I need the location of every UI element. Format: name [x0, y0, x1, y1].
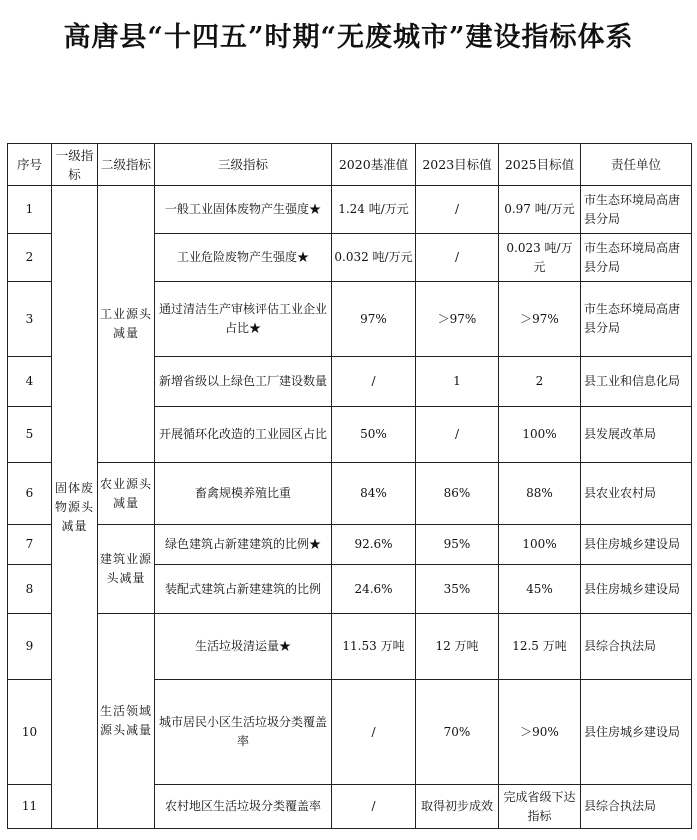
header-responsible: 责任单位: [581, 144, 692, 186]
value-2025: ＞90%: [499, 680, 581, 785]
level2-industrial: 工业源头减量: [98, 186, 155, 463]
value-2025: 45%: [499, 565, 581, 614]
responsible-unit: 县住房城乡建设局: [581, 525, 692, 565]
row-number: 2: [8, 234, 52, 282]
value-2023: /: [416, 407, 499, 463]
value-2020: 97%: [332, 282, 416, 357]
header-row: [8, 144, 692, 186]
level3-indicator: 城市居民小区生活垃圾分类覆盖率: [155, 680, 332, 785]
row-number: 10: [8, 680, 52, 785]
table-row: [8, 614, 692, 680]
level3-indicator: 一般工业固体废物产生强度★: [155, 186, 332, 234]
value-2023: 95%: [416, 525, 499, 565]
row-number: 8: [8, 565, 52, 614]
value-2025: 2: [499, 357, 581, 407]
responsible-unit: 县综合执法局: [581, 614, 692, 680]
value-2023: 35%: [416, 565, 499, 614]
value-2023: /: [416, 234, 499, 282]
row-number: 5: [8, 407, 52, 463]
header-seq: 序号: [8, 144, 52, 186]
responsible-unit: 县综合执法局: [581, 785, 692, 829]
level3-indicator: 畜禽规模养殖比重: [155, 463, 332, 525]
value-2020: 92.6%: [332, 525, 416, 565]
value-2023: /: [416, 186, 499, 234]
value-2025: 100%: [499, 407, 581, 463]
level3-indicator: 生活垃圾清运量★: [155, 614, 332, 680]
header-2025: 2025目标值: [499, 144, 581, 186]
level2-living: 生活领域源头减量: [98, 614, 155, 829]
value-2023: 取得初步成效: [416, 785, 499, 829]
value-2023: 1: [416, 357, 499, 407]
row-number: 7: [8, 525, 52, 565]
value-2025: 100%: [499, 525, 581, 565]
responsible-unit: 市生态环境局高唐县分局: [581, 234, 692, 282]
header-level3: 三级指标: [155, 144, 332, 186]
value-2025: 0.023 吨/万元: [499, 234, 581, 282]
level3-indicator: 通过清洁生产审核评估工业企业占比★: [155, 282, 332, 357]
value-2020: 11.53 万吨: [332, 614, 416, 680]
value-2020: 1.24 吨/万元: [332, 186, 416, 234]
value-2020: /: [332, 357, 416, 407]
header-level1: 一级指标: [52, 144, 98, 186]
value-2020: 84%: [332, 463, 416, 525]
value-2025: 12.5 万吨: [499, 614, 581, 680]
level3-indicator: 装配式建筑占新建建筑的比例: [155, 565, 332, 614]
value-2020: /: [332, 680, 416, 785]
row-number: 6: [8, 463, 52, 525]
level2-agriculture: 农业源头减量: [98, 463, 155, 525]
row-number: 4: [8, 357, 52, 407]
level3-indicator: 新增省级以上绿色工厂建设数量: [155, 357, 332, 407]
value-2020: 24.6%: [332, 565, 416, 614]
responsible-unit: 县住房城乡建设局: [581, 680, 692, 785]
level3-indicator: 农村地区生活垃圾分类覆盖率: [155, 785, 332, 829]
header-2023: 2023目标值: [416, 144, 499, 186]
row-number: 9: [8, 614, 52, 680]
value-2023: 86%: [416, 463, 499, 525]
value-2020: 0.032 吨/万元: [332, 234, 416, 282]
row-number: 11: [8, 785, 52, 829]
value-2023: 12 万吨: [416, 614, 499, 680]
header-level2: 二级指标: [98, 144, 155, 186]
value-2020: /: [332, 785, 416, 829]
value-2025: 0.97 吨/万元: [499, 186, 581, 234]
indicator-table: [7, 143, 692, 829]
level1-indicator: 固体废物源头减量: [52, 186, 98, 829]
page-title: 高唐县“十四五”时期“无废城市”建设指标体系: [63, 22, 634, 53]
row-number: 3: [8, 282, 52, 357]
table-row: [8, 463, 692, 525]
level3-indicator: 开展循环化改造的工业园区占比: [155, 407, 332, 463]
responsible-unit: 市生态环境局高唐县分局: [581, 186, 692, 234]
value-2023: 70%: [416, 680, 499, 785]
value-2020: 50%: [332, 407, 416, 463]
value-2023: ＞97%: [416, 282, 499, 357]
table-row: [8, 525, 692, 565]
value-2025: ＞97%: [499, 282, 581, 357]
table-row: [8, 186, 692, 234]
responsible-unit: 县发展改革局: [581, 407, 692, 463]
level3-indicator: 工业危险废物产生强度★: [155, 234, 332, 282]
responsible-unit: 市生态环境局高唐县分局: [581, 282, 692, 357]
value-2025: 88%: [499, 463, 581, 525]
responsible-unit: 县住房城乡建设局: [581, 565, 692, 614]
header-2020: 2020基准值: [332, 144, 416, 186]
responsible-unit: 县农业农村局: [581, 463, 692, 525]
value-2025: 完成省级下达指标: [499, 785, 581, 829]
level2-construction: 建筑业源头减量: [98, 525, 155, 614]
level3-indicator: 绿色建筑占新建建筑的比例★: [155, 525, 332, 565]
row-number: 1: [8, 186, 52, 234]
responsible-unit: 县工业和信息化局: [581, 357, 692, 407]
